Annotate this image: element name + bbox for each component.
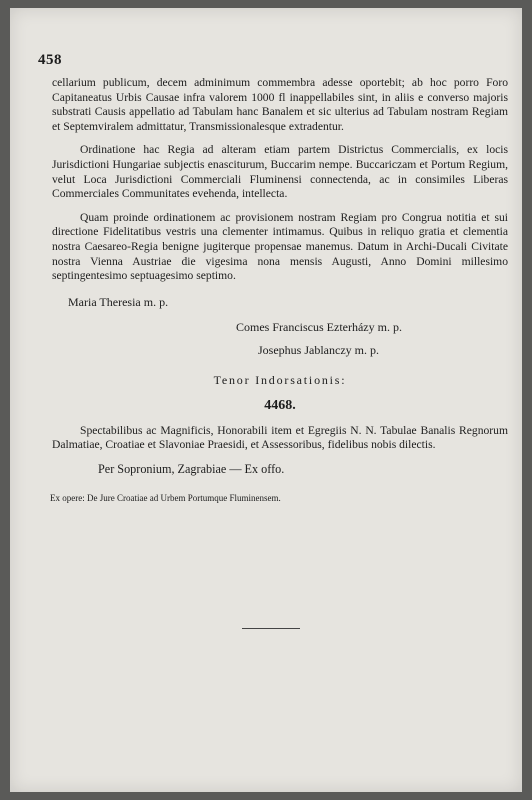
signature-jablanczy: Josephus Jablanczy m. p. (258, 342, 379, 357)
paragraph-3: Quam proinde ordinationem ac provisionem nostram Regiam pro Congrua notitia et sui directione Fidelitatibus vestris una clementer intimamus. Quibus in reliquo gratia et clementia nostra Caesareo-Regia benigne jugiterque propensae manemus. Datum in Archi-Ducali Civitate nostra Vienna Austriae die vigesima nona mensis Augusti, Anno Domini millesimo septingentesimo septuagesimo septimo. (52, 210, 508, 283)
page-number: 458 (38, 52, 62, 68)
closing-rule (242, 628, 300, 629)
document-body (52, 76, 508, 504)
address-paragraph: Spectabilibus ac Magnificis, Honorabili item et Egregiis N. N. Tabulae Banalis Regnorum Dalmatiae, Croatiae et Slavoniae Praesidi, et Assessoribus, fidelibus nobis dilectis. (52, 423, 508, 452)
paragraph-2: Ordinatione hac Regia ad alteram etiam partem Districtus Commercialis, ex locis Jurisdictioni Hungariae subjectis enasciturum, Buccarim nempe. Buccariczam et Portum Regium, velut Loca Jurisdictioni Commerciali Fluminensi connectenda, ac in consimiles Liberas Commerciales Communitates evehenda, intellecta. (52, 143, 508, 201)
signature-queen: Maria Theresia m. p. (68, 294, 169, 309)
signature-ezterhazy: Comes Franciscus Ezterházy m. p. (236, 320, 402, 335)
document-number: 4468. (264, 398, 296, 414)
dispatch-line: Per Sopronium, Zagrabiae — Ex offo. (98, 461, 285, 476)
paragraph-1: cellarium publicum, decem adminimum commembra adesse oportebit; ab hoc porro Foro Capitaneatus Urbis Causae infra valorem 1000 fl inappellabiles sint, in aliis e converso majoris substrati Causis appellatio ad Tabulam hanc Banalem et sic ulterius ad Tabulam nostram Regiam et Septemviralem admittatur, Transmissionalesque extradentur. (52, 76, 508, 133)
document-page (10, 8, 522, 792)
source-note: Ex opere: De Jure Croatiae ad Urbem Portumque Fluminensem. (50, 493, 281, 504)
tenor-heading: Tenor Indorsationis: (213, 372, 347, 387)
